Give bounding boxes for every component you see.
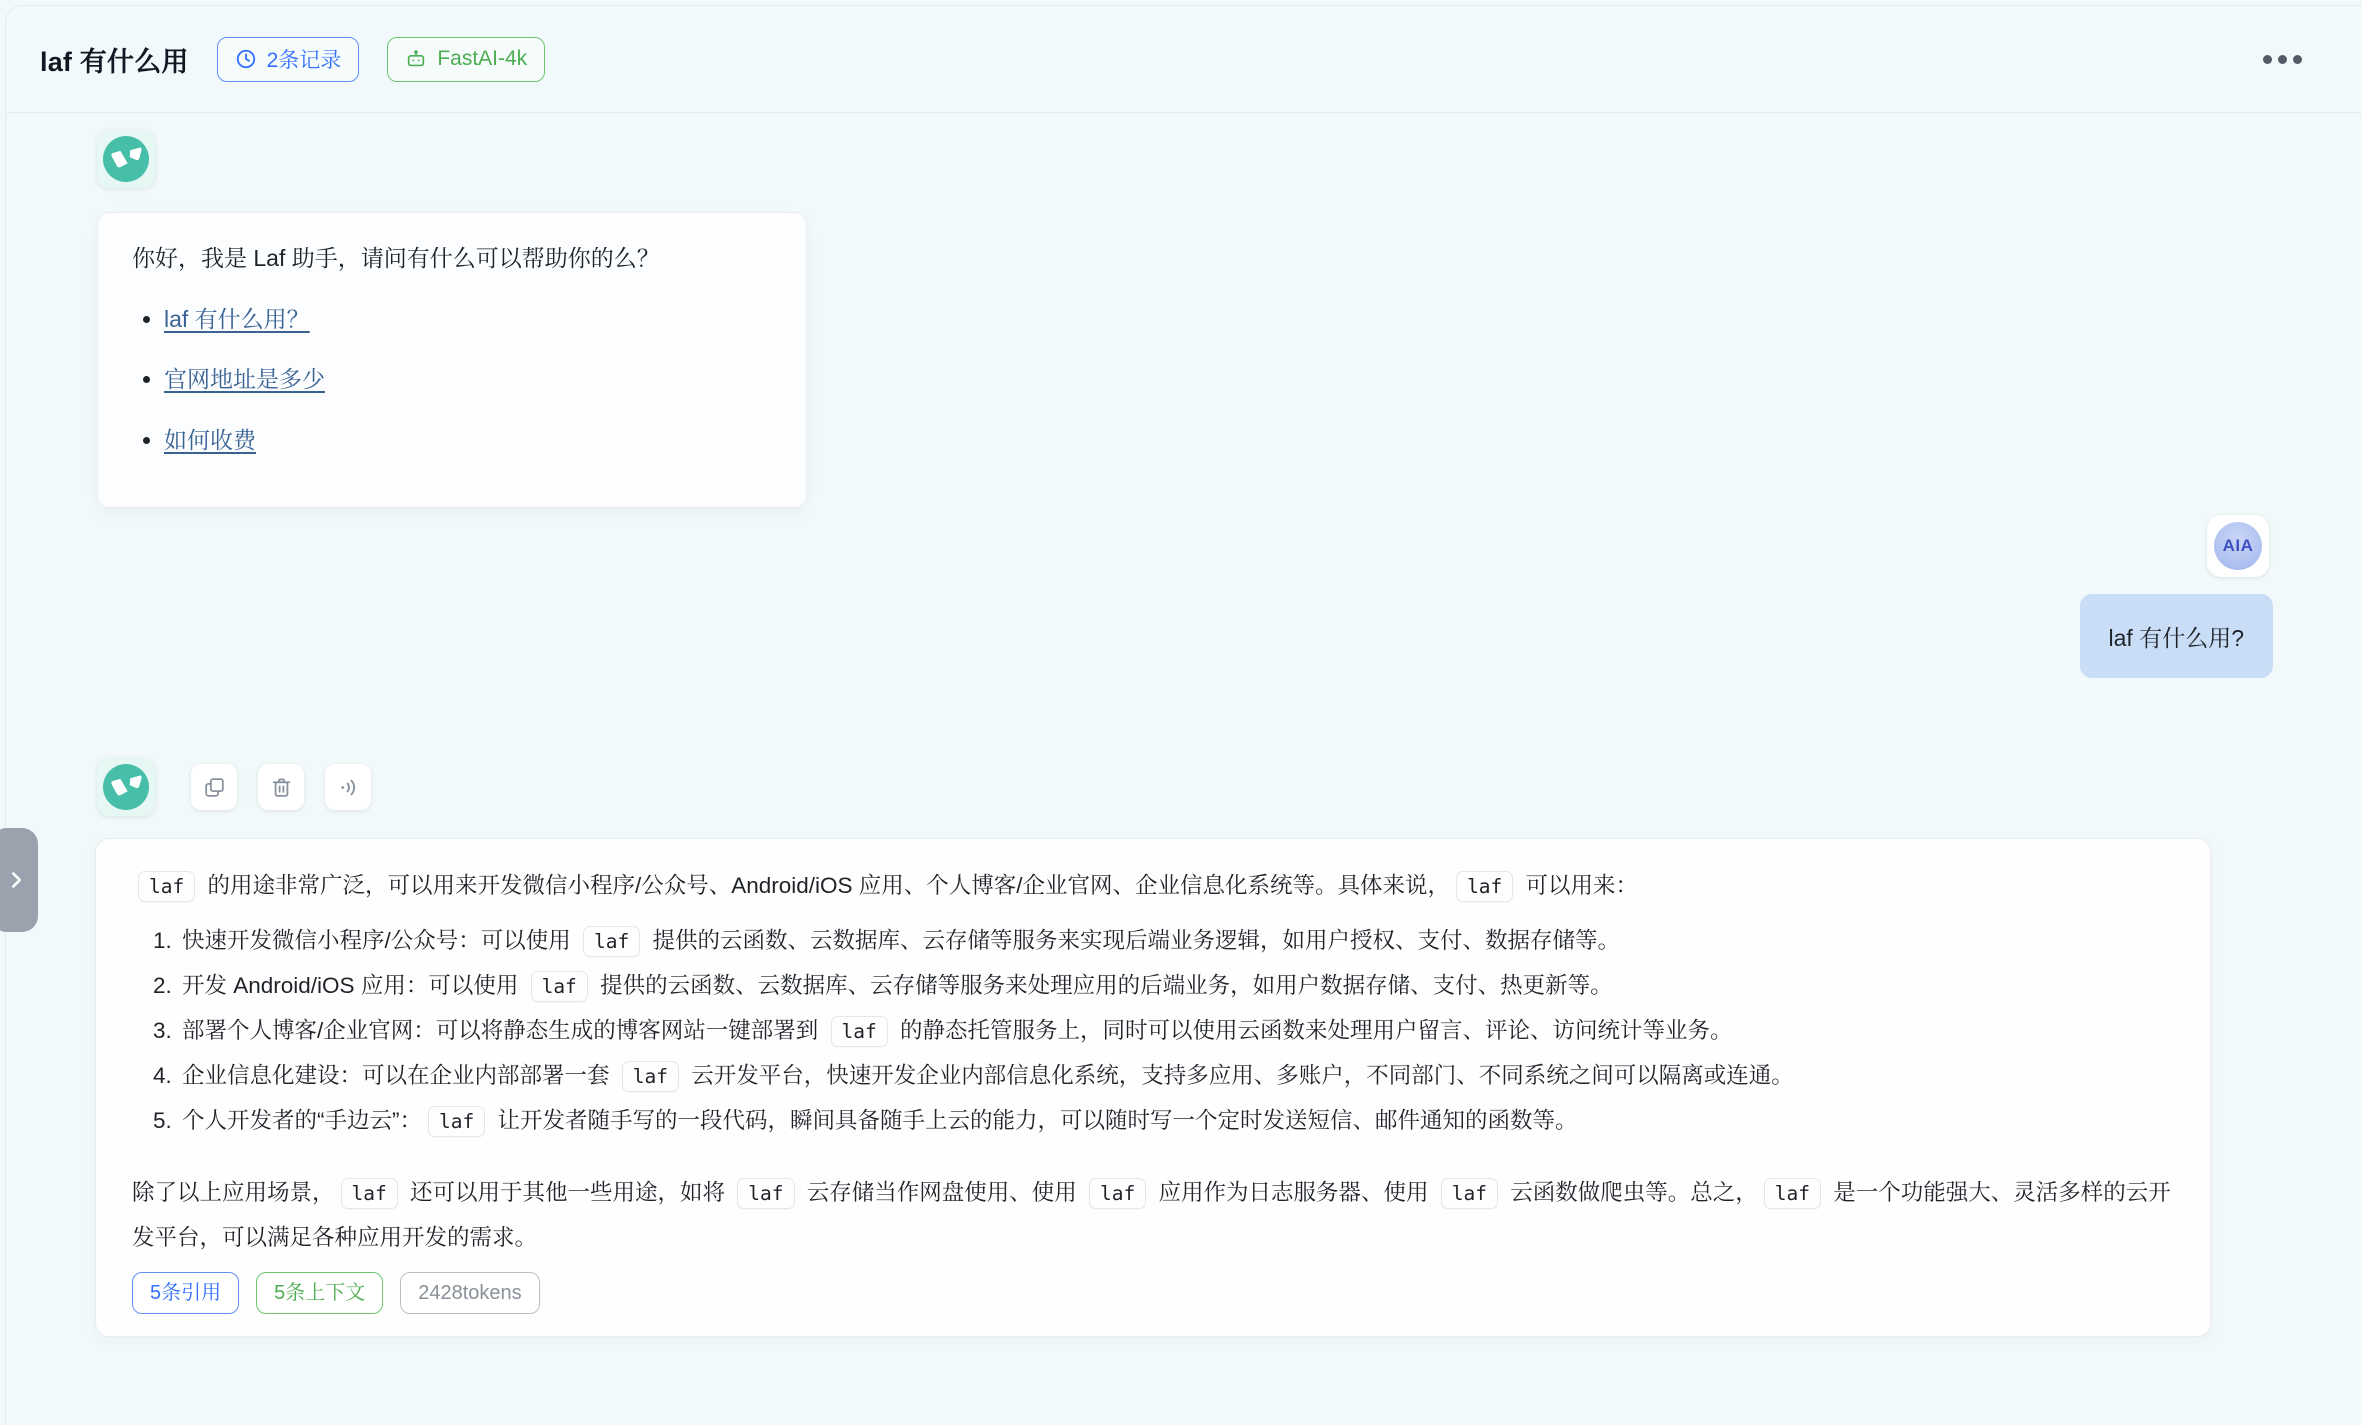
chevron-right-icon <box>3 867 29 893</box>
list-item <box>164 423 772 458</box>
sound-waves-icon <box>336 775 361 800</box>
inline-code: laf <box>531 971 588 1002</box>
suggested-question-link-1[interactable]: laf 有什么用？ <box>164 305 310 332</box>
list-item <box>164 302 772 337</box>
inline-code: laf <box>831 1016 888 1047</box>
assistant-avatar <box>97 758 155 816</box>
laf-logo-icon <box>103 764 149 810</box>
tokens-badge: 2428tokens <box>400 1272 539 1314</box>
read-aloud-button[interactable] <box>325 764 371 810</box>
chat-header <box>6 6 2362 113</box>
model-badge-label: FastAI-4k <box>437 47 528 70</box>
context-badge[interactable]: 5条上下文 <box>256 1272 383 1314</box>
list-item <box>164 362 772 397</box>
answer-list-item-1: 1. 快速开发微信小程序/公众号：可以使用 laf 提供的云函数、云数据库、云存储等服务来实现后端业务逻辑，如用户授权、支付、数据存储等。 <box>178 918 2174 963</box>
suggested-question-link-2[interactable]: 官网地址是多少 <box>164 366 325 392</box>
inline-code: laf <box>428 1106 485 1137</box>
chat-title: laf 有什么用 <box>40 46 189 77</box>
inline-code: laf <box>737 1178 794 1209</box>
sidebar-expand-handle[interactable] <box>0 828 38 932</box>
answer-ordered-list <box>132 918 2174 1143</box>
inline-code: laf <box>138 871 195 902</box>
citations-badge[interactable]: 5条引用 <box>132 1272 239 1314</box>
inline-code: laf <box>583 926 640 957</box>
answer-list-item-4: 4. 企业信息化建设：可以在企业内部部署一套 laf 云开发平台，快速开发企业内部信息化系统，支持多应用、多账户，不同部门、不同系统之间可以隔离或连通。 <box>178 1053 2174 1098</box>
assistant-avatar <box>97 130 155 188</box>
history-count-label: 2条记录 <box>266 49 342 72</box>
suggested-questions-list <box>132 302 772 458</box>
user-message-bubble <box>2080 594 2273 678</box>
inline-code: laf <box>1456 871 1513 902</box>
inline-code: laf <box>341 1178 398 1209</box>
answer-intro-paragraph: laf 的用途非常广泛，可以用来开发微信小程序/公众号、Android/iOS 应用、个人博客/企业官网、企业信息化系统等。具体来说， laf 可以用来： <box>132 863 2174 908</box>
delete-button[interactable] <box>258 764 304 810</box>
assistant-greeting-message <box>97 130 807 508</box>
user-avatar <box>2207 515 2269 577</box>
assistant-greeting-bubble <box>97 212 807 508</box>
inline-code: laf <box>1441 1178 1498 1209</box>
model-badge[interactable] <box>387 37 545 82</box>
ellipsis-icon <box>2263 55 2272 64</box>
user-avatar-logo: AIA <box>2214 522 2262 570</box>
answer-meta-badges <box>132 1272 2174 1314</box>
assistant-answer-toolbar <box>97 758 392 816</box>
inline-code: laf <box>1089 1178 1146 1209</box>
clock-icon <box>235 48 257 70</box>
greeting-text: 你好，我是 Laf 助手，请问有什么可以帮助你的么？ <box>132 245 660 271</box>
assistant-answer-card <box>95 838 2211 1337</box>
user-message-text: laf 有什么用? <box>2108 624 2244 651</box>
laf-logo-icon <box>103 136 149 182</box>
answer-list-item-2: 2. 开发 Android/iOS 应用：可以使用 laf 提供的云函数、云数据库、云存储等服务来处理应用的后端业务，如用户数据存储、支付、热更新等。 <box>178 963 2174 1008</box>
history-count-badge[interactable] <box>217 37 360 82</box>
more-menu-button[interactable] <box>2251 43 2314 76</box>
trash-icon <box>269 775 294 800</box>
answer-list-item-5: 5. 个人开发者的“手边云”： laf 让开发者随手写的一段代码，瞬间具备随手上云的能力，可以随时写一个定时发送短信、邮件通知的函数等。 <box>178 1098 2174 1143</box>
inline-code: laf <box>1764 1178 1821 1209</box>
answer-list-item-3: 3. 部署个人博客/企业官网：可以将静态生成的博客网站一键部署到 laf 的静态托管服务上，同时可以使用云函数来处理用户留言、评论、访问统计等业务。 <box>178 1008 2174 1053</box>
robot-icon <box>405 48 427 70</box>
inline-code: laf <box>622 1061 679 1092</box>
answer-outro-paragraph: 除了以上应用场景， laf 还可以用于其他一些用途，如将 laf 云存储当作网盘使用、使用 laf 应用作为日志服务器、使用 laf 云函数做爬虫等。总之， laf 是一个功能强大、灵活多样的云开发平台，可以满足各种应用开发的需求。 <box>132 1180 2171 1250</box>
copy-button[interactable] <box>191 764 237 810</box>
copy-icon <box>202 775 227 800</box>
suggested-question-link-3[interactable]: 如何收费 <box>164 426 256 453</box>
